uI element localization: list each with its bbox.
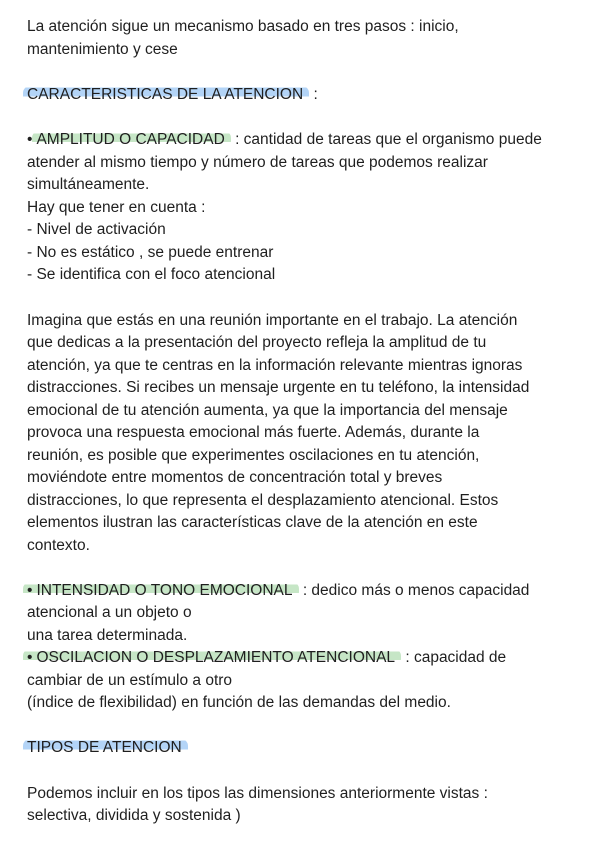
oscilacion-term: OSCILACION O DESPLAZAMIENTO ATENCIONAL <box>36 649 396 666</box>
example-line: reunión, es posible que experimentes oscilaciones en tu atención, <box>27 447 480 464</box>
example-line: Imagina que estás en una reunión importante en el trabajo. La atención <box>27 312 518 329</box>
example-line: distracciones, lo que representa el desplazamiento atencional. Estos <box>27 492 499 509</box>
intro-line-2: mantenimiento y cese <box>27 41 178 58</box>
oscilacion-def-3: (índice de flexibilidad) en función de las demandas del medio. <box>27 694 451 711</box>
tipos-heading-text: TIPOS DE ATENCION <box>23 739 188 756</box>
oscilacion-highlight <box>23 649 401 666</box>
characteristics-heading <box>27 84 318 106</box>
intensidad-def-1: : dedico más o menos capacidad <box>298 582 530 599</box>
characteristics-heading-text: CARACTERISTICAS DE LA ATENCION <box>23 86 309 103</box>
amplitud-def-3: simultáneamente. <box>27 176 150 193</box>
amplitud-def-1: : cantidad de tareas que el organismo puede <box>230 131 542 148</box>
bullet-amplitud: • <box>27 131 33 148</box>
amplitud-term: AMPLITUD O CAPACIDAD <box>32 131 230 148</box>
oscilacion-term-line <box>27 647 506 669</box>
example-line: contexto. <box>27 537 90 554</box>
characteristics-heading-suffix: : <box>309 86 318 103</box>
example-line: que dedicas a la presentación del proyecto refleja la amplitud de tu <box>27 334 487 351</box>
amplitud-point: - Se identifica con el foco atencional <box>27 266 276 283</box>
tipos-heading <box>27 737 188 759</box>
intensidad-highlight <box>23 582 299 599</box>
intensidad-def-2: atencional a un objeto o <box>27 604 192 621</box>
intensidad-term: INTENSIDAD O TONO EMOCIONAL <box>36 582 293 599</box>
oscilacion-def-2: cambiar de un estímulo a otro <box>27 672 233 689</box>
example-line: moviéndote entre momentos de concentración total y breves <box>27 469 443 486</box>
example-line: atención, ya que te centras en la información relevante mientras ignoras <box>27 357 523 374</box>
bullet-intensidad: • <box>27 582 33 599</box>
example-line: distracciones. Si recibes un mensaje urgente en tu teléfono, la intensidad <box>27 379 530 396</box>
amplitud-point: - No es estático , se puede entrenar <box>27 244 274 261</box>
tipos-line-1: Podemos incluir en los tipos las dimensiones anteriormente vistas : <box>27 785 488 802</box>
amplitud-term-line <box>27 129 542 151</box>
oscilacion-def-1: : capacidad de <box>401 649 507 666</box>
example-line: emocional de tu atención aumenta, ya que la importancia del mensaje <box>27 402 508 419</box>
intro-line-1: La atención sigue un mecanismo basado en tres pasos : inicio, <box>27 18 459 35</box>
amplitud-point: - Nivel de activación <box>27 221 166 238</box>
example-line: provoca una respuesta emocional más fuerte. Además, durante la <box>27 424 480 441</box>
bullet-oscilacion: • <box>27 649 33 666</box>
intensidad-def-3: una tarea determinada. <box>27 627 188 644</box>
example-line: elementos ilustran las características clave de la atención en este <box>27 514 478 531</box>
amplitud-note: Hay que tener en cuenta : <box>27 199 206 216</box>
intensidad-term-line <box>27 580 529 602</box>
amplitud-def-2: atender al mismo tiempo y número de tareas que podemos realizar <box>27 154 488 171</box>
tipos-line-2: selectiva, dividida y sostenida ) <box>27 807 241 824</box>
